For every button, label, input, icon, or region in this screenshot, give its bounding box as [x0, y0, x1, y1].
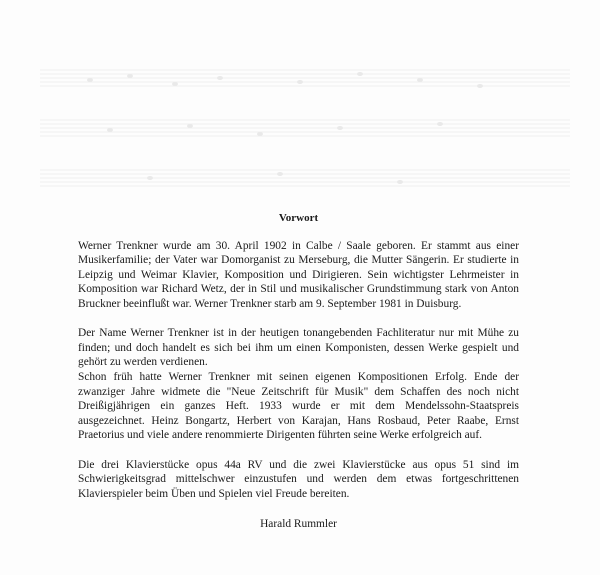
author-signature: Harald Rummler: [260, 518, 337, 531]
paragraph-success: Schon früh hatte Werner Trenkner mit seinen eigenen Kompositionen Erfolg. Ende der zwanziger Jahre widmete die "Neue Zeitschrift für Musik" dem Schaffen des noch nicht Dreißigjährigen ein ganzes Heft. 1933 wurde er mit dem Mendelssohn-Staatspreis ausgezeichnet. Heinz Bongartz, Herbert von Karajan, Hans Rosbaud, Peter Raabe, Ernst Praetorius und viele andere renommierte Dirigenten führten seine Werke erfolgreich auf.: [78, 370, 519, 442]
paragraph-piano-pieces: Die drei Klavierstücke opus 44a RV und die zwei Klavierstücke aus opus 51 sind im Schwierigkeitsgrad mittelschwer einzustufen und werden dem etwas fortgeschrittenen Klavierspieler beim Üben und Spielen viel Freude bereiten.: [78, 458, 519, 500]
paragraph-literature: Der Name Werner Trenkner ist in der heutigen tonangebenden Fachliteratur nur mit Mühe zu finden; und doch handelt es sich bei ihm um einen Komponisten, dessen Werke gespielt und gehört zu werden verdienen.: [78, 327, 519, 369]
preface-text-block: [78, 211, 519, 543]
paragraph-biography: Werner Trenkner wurde am 30. April 1902 in Calbe / Saale geboren. Er stammt aus einer Musikerfamilie; der Vater war Domorganist zu Merseburg, die Mutter Sängerin. Er studierte in Leipzig und Weimar Klavier, Komposition und Dirigieren. Sein wichtigster Lehrmeister in Komposition war Richard Wetz, der in Stil und musikalischer Grundstimmung stark von Anton Bruckner beeinflußt war. Werner Trenkner starb am 9. September 1981 in Duisburg.: [78, 239, 519, 310]
preface-heading: Vorwort: [278, 212, 319, 224]
bleed-through-background: [0, 0, 600, 215]
